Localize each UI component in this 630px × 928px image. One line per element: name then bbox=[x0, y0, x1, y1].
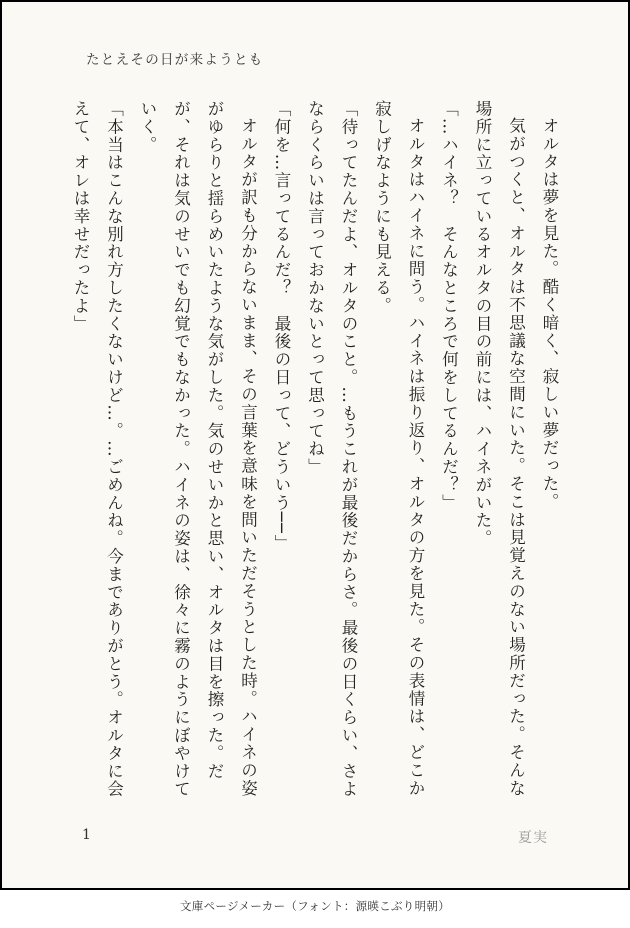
dialogue-paragraph: 「…ハイネ？ そんなところで何をしてるんだ？」 bbox=[439, 100, 459, 512]
paragraph: オルタはハイネに問う。ハイネは振り返り、オルタの方を見た。その表情は、どこか寂しげなようにも見える。 bbox=[372, 100, 425, 797]
body-text bbox=[64, 100, 567, 812]
author-name: 夏実 bbox=[518, 830, 548, 846]
page-number: 1 bbox=[82, 827, 91, 843]
dialogue-paragraph: 「待ってたんだよ、オルタのこと。…もうこれが最後だからさ。最後の日くらい、さよならくらいは言っておかないとって思ってね」 bbox=[305, 100, 358, 799]
book-title: たとえその日が来ようとも bbox=[86, 52, 264, 68]
paragraph: オルタは夢を見た。酷く暗く、寂しい夢だった。 bbox=[540, 116, 559, 511]
paragraph: オルタが訳も分からないまま、その言葉を意味を問いただそうとした時。ハイネの姿がゆらりと揺らめいたような気がした。気のせいかと思い、オルタは目を擦った。だが、それは気のせいでも幻覚でもなかった。ハイネの姿は、徐々に霧のようにぼやけていく。 bbox=[138, 100, 258, 799]
footer-credit: 文庫ページメーカー（フォント：源暎こぶり明朝） bbox=[179, 899, 451, 913]
dialogue-paragraph: 「何を…言ってるんだ？ 最後の日って、どういう──」 bbox=[272, 100, 291, 553]
paragraph: 気がつくと、オルタは不思議な空間にいた。そこは見覚えのない場所だった。そんな場所に立っているオルタの目の前には、ハイネがいた。 bbox=[473, 100, 526, 797]
dialogue-paragraph: 「本当はこんな別れ方したくないけど…。…ごめんね。今までありがとう。オルタに会えて、オレは幸せだったよ」 bbox=[71, 100, 124, 799]
